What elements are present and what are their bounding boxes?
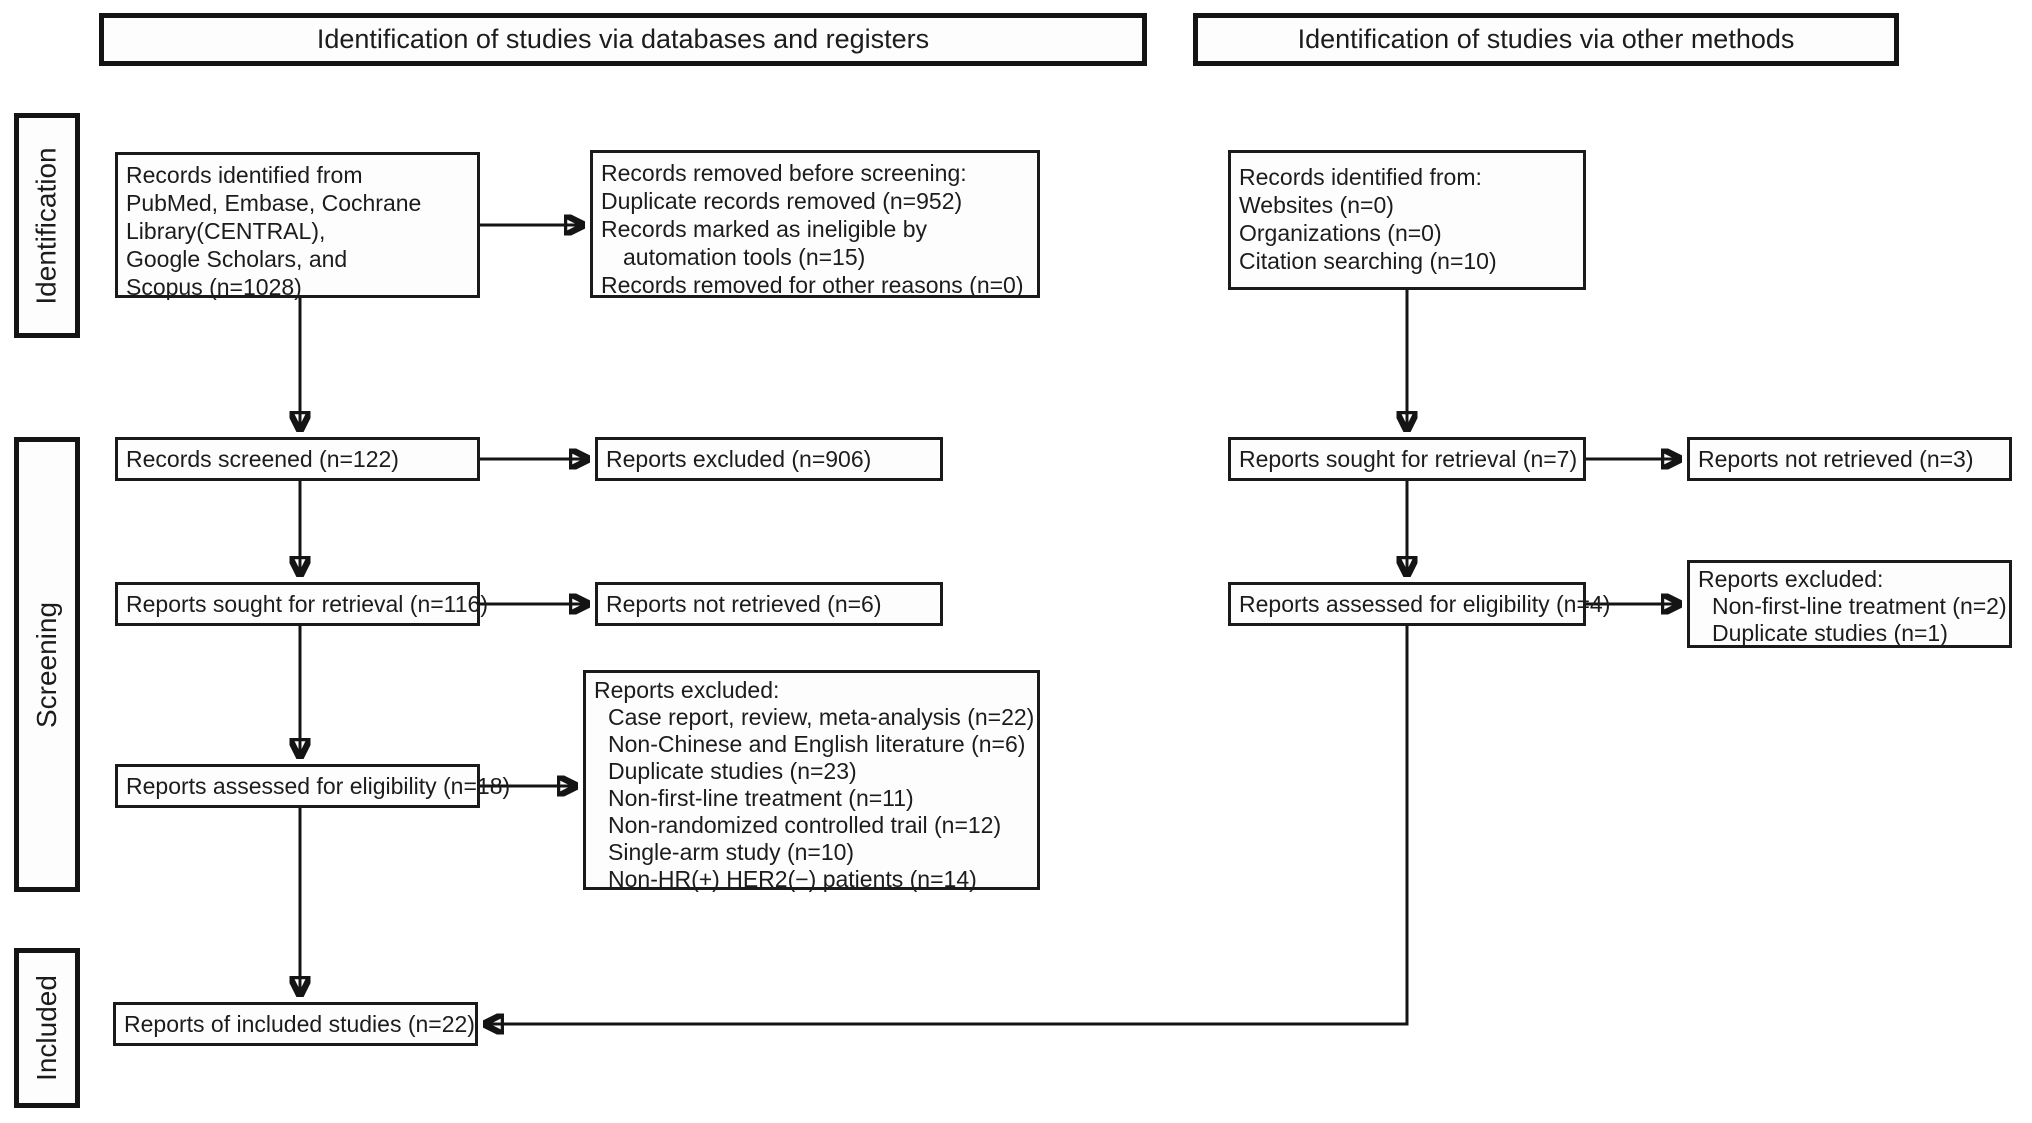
records-removed-line: Records removed before screening: [601,160,967,186]
stage-screening-label: Screening [31,601,62,728]
records-identified-other-line: Citation searching (n=10) [1239,248,1497,274]
excluded-reason: Non-HR(+) HER2(−) patients (n=14) [608,866,977,892]
box-records-screened [115,437,480,481]
reports-not-retrieved-left-label: Reports not retrieved (n=6) [606,591,882,617]
stage-identification-label: Identification [31,146,62,305]
box-reports-sought-right [1228,437,1586,481]
records-screened-label: Records screened (n=122) [126,446,399,472]
records-identified-line: Library(CENTRAL), [126,218,326,244]
records-identified-line: Google Scholars, and [126,246,348,272]
box-records-removed [590,150,1040,298]
excluded-reason: Case report, review, meta-analysis (n=22) [608,704,1035,730]
records-removed-line: Records marked as ineligible by [601,216,927,242]
box-reports-assessed-right [1228,582,1611,626]
box-reports-excluded-right [1687,560,2012,648]
reports-excluded-eligibility-title: Reports excluded: [594,677,780,703]
excluded-reason: Non-randomized controlled trail (n=12) [608,812,1002,838]
records-identified-other-line: Websites (n=0) [1239,192,1394,218]
records-identified-line: Scopus (n=1028) [126,274,302,300]
stage-identification [14,113,80,338]
records-removed-line: Records removed for other reasons (n=0) [601,272,1024,298]
box-reports-not-retrieved-left [595,582,943,626]
reports-assessed-left-label: Reports assessed for eligibility (n=18) [126,773,511,799]
records-removed-line: Duplicate records removed (n=952) [601,188,963,214]
box-records-identified-databases [115,152,480,298]
stage-included [14,948,80,1108]
reports-assessed-right-label: Reports assessed for eligibility (n=4) [1239,591,1611,617]
header-databases-registers-label: Identification of studies via databases and registers [316,24,930,54]
excluded-reason: Duplicate studies (n=23) [608,758,857,784]
reports-included-label: Reports of included studies (n=22) [124,1011,475,1037]
records-identified-line: Records identified from [126,162,363,188]
reports-sought-right-label: Reports sought for retrieval (n=7) [1239,446,1578,472]
reports-not-retrieved-right-label: Reports not retrieved (n=3) [1698,446,1974,472]
excluded-reason: Non-Chinese and English literature (n=6) [608,731,1026,757]
stage-included-label: Included [31,975,62,1081]
box-reports-excluded-eligibility [583,670,1040,890]
records-removed-line: automation tools (n=15) [623,244,866,270]
records-identified-other-line: Records identified from: [1239,164,1482,190]
box-reports-assessed-left [115,764,511,808]
header-databases-registers [99,13,1147,66]
excluded-reason: Duplicate studies (n=1) [1712,620,1948,646]
excluded-reason: Non-first-line treatment (n=2) [1712,593,2007,619]
records-identified-line: PubMed, Embase, Cochrane [126,190,422,216]
records-identified-other-line: Organizations (n=0) [1239,220,1442,246]
stage-screening [14,437,80,892]
excluded-reason: Non-first-line treatment (n=11) [608,785,914,811]
excluded-reason: Single-arm study (n=10) [608,839,855,865]
box-reports-excluded-screening [595,437,943,481]
reports-sought-left-label: Reports sought for retrieval (n=116) [126,591,489,617]
box-reports-sought-left [115,582,489,626]
header-other-methods [1193,13,1899,66]
reports-excluded-screening-label: Reports excluded (n=906) [606,446,872,472]
box-reports-included [113,1002,478,1046]
box-reports-not-retrieved-right [1687,437,2012,481]
header-other-methods-label: Identification of studies via other methods [1297,24,1795,54]
box-records-identified-other [1228,150,1586,290]
reports-excluded-right-title: Reports excluded: [1698,566,1884,592]
